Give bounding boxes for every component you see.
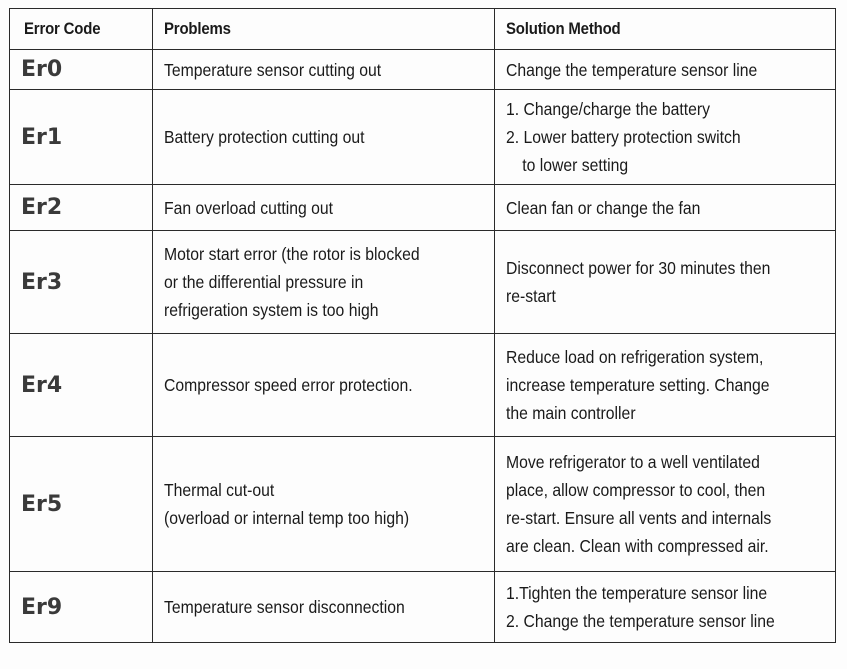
solution-text: the main controller	[506, 403, 636, 423]
solution-cell	[495, 437, 836, 572]
table-row	[10, 90, 836, 185]
table-row	[10, 437, 836, 572]
problem-text: Motor start error (the rotor is blocked	[164, 244, 420, 264]
header-solution-method: Solution Method	[495, 9, 836, 50]
error-code: Er5	[10, 437, 153, 572]
solution-text: re-start	[506, 286, 556, 306]
solution-text: increase temperature setting. Change	[506, 375, 770, 395]
problem-cell	[153, 334, 495, 437]
solution-text: are clean. Clean with compressed air.	[506, 536, 769, 556]
solution-cell	[495, 572, 836, 643]
problem-text: Thermal cut-out	[164, 480, 275, 500]
error-code: Er4	[10, 334, 153, 437]
solution-cell	[495, 231, 836, 334]
solution-text: 1. Change/charge the battery	[506, 99, 711, 119]
problem-cell	[153, 50, 495, 90]
table-row	[10, 572, 836, 643]
solution-text: Move refrigerator to a well ventilated	[506, 452, 760, 472]
solution-text: Change the temperature sensor line	[506, 59, 758, 80]
solution-text: Disconnect power for 30 minutes then	[506, 258, 771, 278]
solution-text: to lower setting	[522, 155, 629, 175]
table-row	[10, 185, 836, 231]
error-code: Er9	[10, 572, 153, 643]
problem-cell	[153, 185, 495, 231]
error-code: Er1	[10, 90, 153, 185]
problem-text: Battery protection cutting out	[164, 127, 365, 147]
problem-cell	[153, 437, 495, 572]
problem-cell	[153, 572, 495, 643]
solution-cell	[495, 90, 836, 185]
problem-text: Fan overload cutting out	[164, 197, 333, 218]
problem-text: or the differential pressure in	[164, 272, 364, 292]
error-code-table	[9, 8, 836, 643]
error-code: Er2	[10, 185, 153, 231]
solution-cell	[495, 50, 836, 90]
problem-text: Temperature sensor disconnection	[164, 597, 405, 617]
problem-text: (overload or internal temp too high)	[164, 508, 410, 528]
solution-text: Reduce load on refrigeration system,	[506, 347, 764, 367]
solution-cell	[495, 185, 836, 231]
error-code: Er0	[10, 50, 153, 90]
solution-cell	[495, 334, 836, 437]
solution-text: place, allow compressor to cool, then	[506, 480, 766, 500]
header-problems: Problems	[153, 9, 495, 50]
problem-text: refrigeration system is too high	[164, 300, 379, 320]
solution-text: re-start. Ensure all vents and internals	[506, 508, 772, 528]
problem-cell	[153, 231, 495, 334]
table-row	[10, 231, 836, 334]
solution-text: Clean fan or change the fan	[506, 197, 701, 218]
solution-text: 2. Lower battery protection switch	[506, 127, 741, 147]
table-row	[10, 50, 836, 90]
problem-cell	[153, 90, 495, 185]
table-row	[10, 334, 836, 437]
header-error-code: Error Code	[10, 9, 153, 50]
table-header-row	[10, 9, 836, 50]
error-code: Er3	[10, 231, 153, 334]
solution-text: 1.Tighten the temperature sensor line	[506, 583, 768, 603]
solution-text: 2. Change the temperature sensor line	[506, 611, 775, 631]
problem-text: Temperature sensor cutting out	[164, 59, 382, 80]
problem-text: Compressor speed error protection.	[164, 375, 413, 395]
